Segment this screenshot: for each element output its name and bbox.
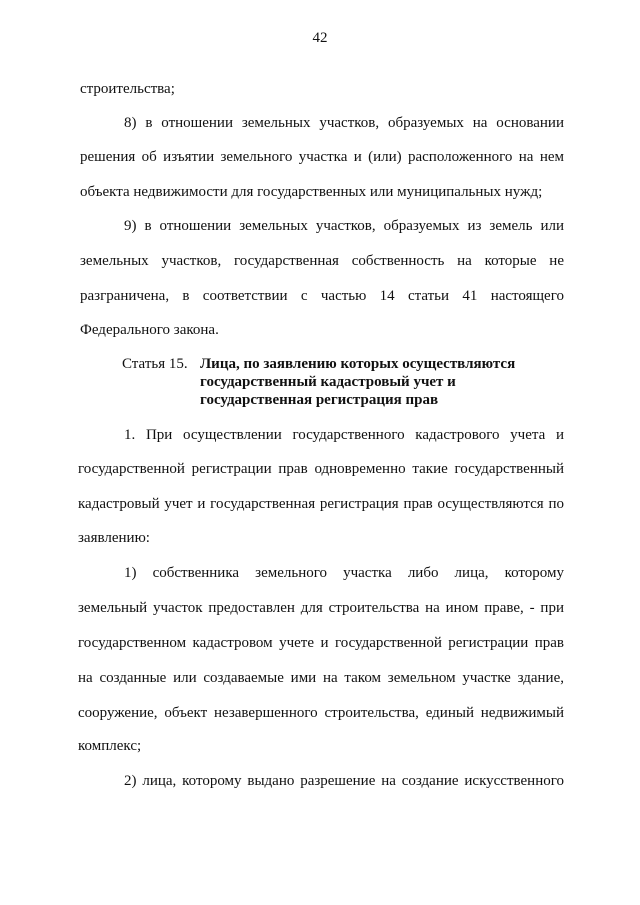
text-line: 9) в отношении земельных участков, образуемых из земель или	[124, 218, 564, 234]
text-line: 1) собственника земельного участка либо лица, которому	[124, 565, 564, 581]
page-number: 42	[312, 30, 328, 46]
text-line: кадастровый учет и государственная регистрация прав осуществляются по	[78, 496, 564, 512]
text-line: объекта недвижимости для государственных или муниципальных нужд;	[80, 184, 543, 200]
text-line: 1. При осуществлении государственного кадастрового учета и	[124, 427, 564, 443]
text-line: решения об изъятии земельного участка и (или) расположенного на нем	[80, 149, 564, 165]
text-line: строительства;	[80, 81, 175, 97]
text-line: государственном кадастровом учете и государственной регистрации прав	[78, 635, 564, 651]
text-line: земельный участок предоставлен для строительства на ином праве, - при	[78, 600, 564, 616]
article-number: Статья 15.	[122, 356, 188, 372]
text-line: сооружение, объект незавершенного строительства, единый недвижимый	[78, 705, 564, 721]
text-line: 2) лица, которому выдано разрешение на создание искусственного	[124, 773, 564, 789]
text-line: 8) в отношении земельных участков, образуемых на основании	[124, 115, 564, 131]
text-line: земельных участков, государственная собственность на которые не	[80, 253, 564, 269]
text-line: заявлению:	[78, 530, 150, 546]
text-line: Федерального закона.	[80, 322, 219, 338]
article-title-line: государственный кадастровый учет и	[200, 374, 456, 390]
text-line: разграничена, в соответствии с частью 14 статьи 41 настоящего	[80, 288, 564, 304]
article-title-line: государственная регистрация прав	[200, 392, 439, 408]
article-heading	[122, 355, 515, 409]
text-line: государственной регистрации прав одновременно такие государственный	[78, 461, 564, 477]
article-title-line: Лица, по заявлению которых осуществляются	[200, 356, 516, 372]
text-line: комплекс;	[78, 738, 142, 754]
text-line: на созданные или создаваемые ими на таком земельном участке здание,	[78, 670, 564, 686]
